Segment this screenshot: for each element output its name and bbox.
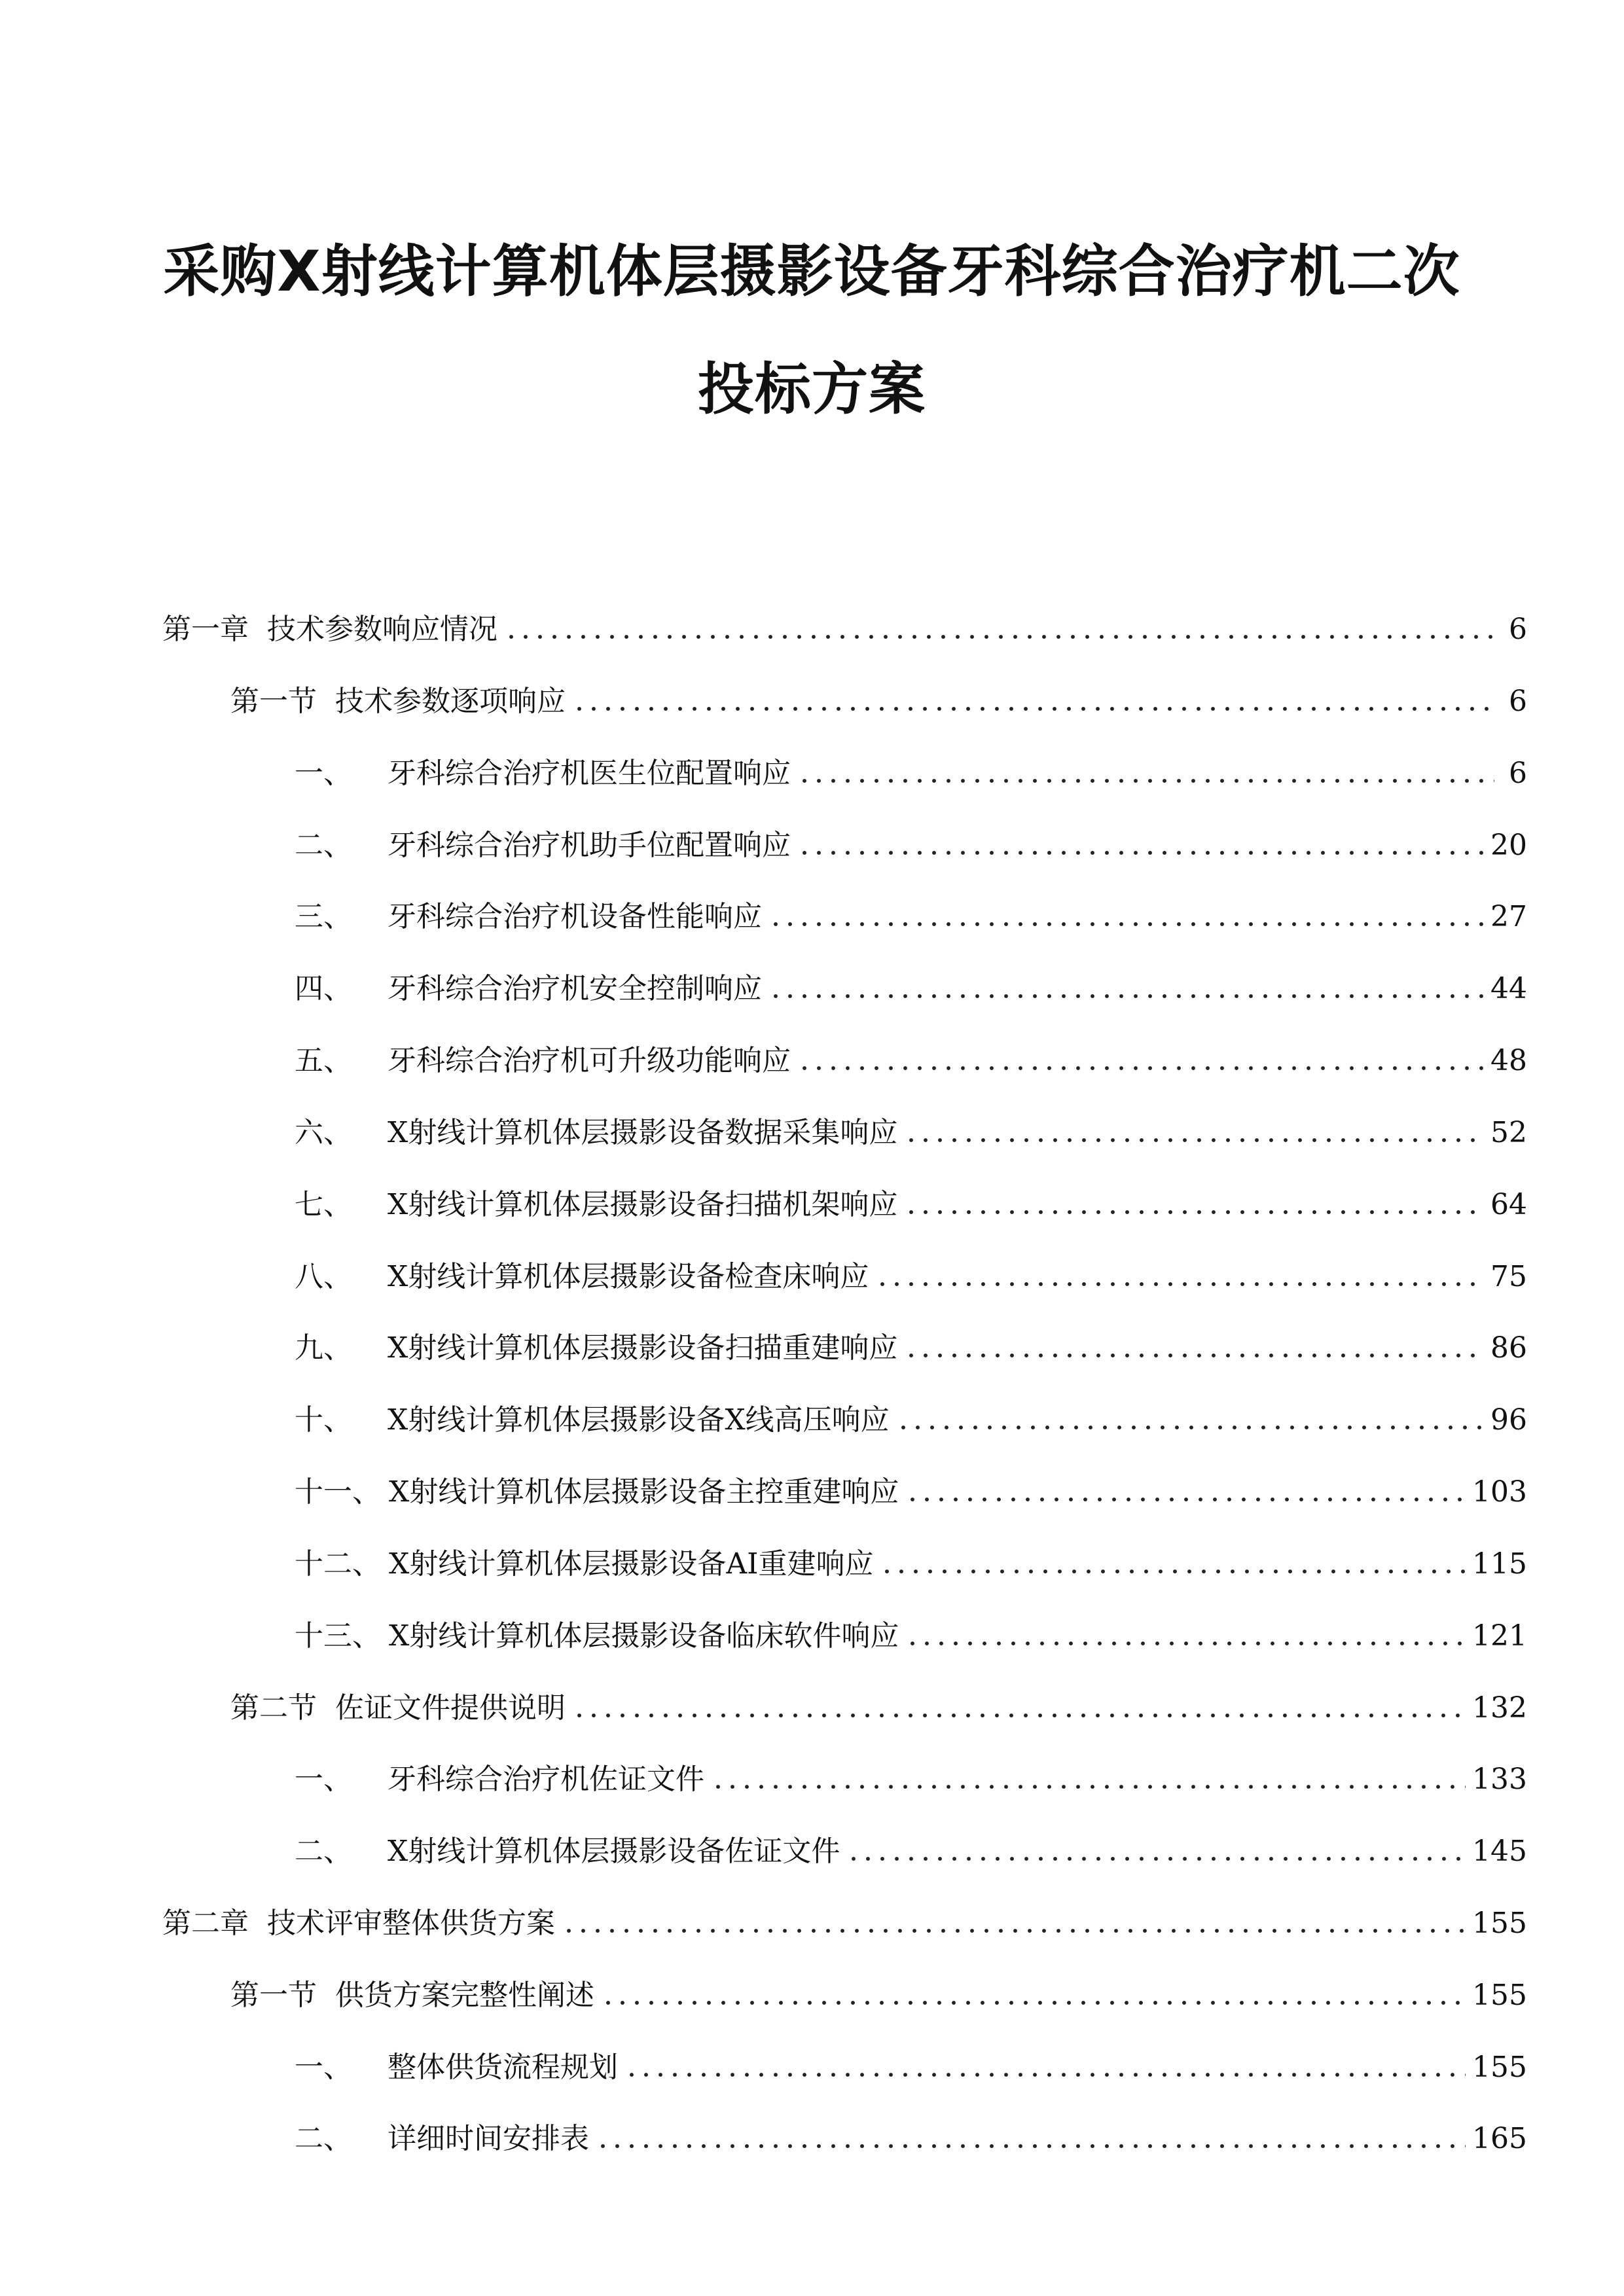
toc-entry-number: 九、 <box>295 1331 352 1365</box>
toc-entry-page: 133 <box>1472 1763 1527 1796</box>
toc-dot-leader <box>880 1568 1466 1575</box>
toc-entry-page: 86 <box>1490 1331 1527 1365</box>
toc-dot-leader <box>572 1712 1466 1719</box>
toc-entry-item[interactable] <box>295 1465 1527 1511</box>
toc-entry-chapter-2[interactable] <box>162 1896 1527 1942</box>
toc-entry-number: 七、 <box>295 1188 352 1221</box>
toc-entry-number: 十一、 <box>295 1475 381 1509</box>
toc-entry-number: 二、 <box>295 2122 352 2155</box>
toc-entry-number: 第一节 <box>230 685 317 718</box>
toc-entry-number: 十、 <box>295 1403 352 1437</box>
toc-entry-page: 52 <box>1490 1116 1527 1149</box>
toc-entry-item[interactable] <box>295 2111 1527 2157</box>
toc-entry-page: 6 <box>1509 613 1527 646</box>
toc-entry-title: 牙科综合治疗机佐证文件 <box>388 1763 704 1796</box>
toc-entry-page: 155 <box>1472 1907 1527 1940</box>
toc-entry-page: 75 <box>1490 1260 1527 1293</box>
toc-entry-page: 27 <box>1490 900 1527 933</box>
toc-entry-title: 供货方案完整性阐述 <box>335 1979 594 2012</box>
toc-entry-number: 一、 <box>295 1763 352 1796</box>
toc-dot-leader <box>896 1424 1484 1431</box>
toc-entry-title: 技术参数响应情况 <box>267 613 497 646</box>
toc-entry-item[interactable] <box>295 1033 1527 1079</box>
toc-entry-page: 145 <box>1472 1835 1527 1868</box>
toc-entry-chapter-1[interactable] <box>162 602 1527 648</box>
toc-entry-item[interactable] <box>295 1537 1527 1583</box>
toc-entry-title: X射线计算机体层摄影设备AI重建响应 <box>389 1547 874 1581</box>
toc-entry-page: 132 <box>1472 1691 1527 1725</box>
toc-entry-item[interactable] <box>295 1177 1527 1223</box>
toc-entry-title: X射线计算机体层摄影设备主控重建响应 <box>389 1475 899 1509</box>
toc-entry-number: 第二章 <box>162 1907 249 1940</box>
toc-dot-leader <box>572 706 1494 712</box>
toc-entry-title: 牙科综合治疗机设备性能响应 <box>388 900 762 933</box>
toc-entry-number: 二、 <box>295 829 352 862</box>
toc-entry-item[interactable] <box>295 1752 1527 1798</box>
toc-entry-title: 牙科综合治疗机医生位配置响应 <box>388 757 791 790</box>
toc-entry-item[interactable] <box>295 889 1527 935</box>
toc-entry-page: 44 <box>1490 972 1527 1005</box>
toc-entry-section-1-1[interactable] <box>230 674 1527 720</box>
toc-entry-page: 64 <box>1490 1188 1527 1221</box>
toc-entry-item[interactable] <box>295 2040 1527 2086</box>
document-title-line-2: 投标方案 <box>698 357 926 422</box>
toc-entry-title: X射线计算机体层摄影设备扫描重建响应 <box>388 1331 898 1365</box>
toc-dot-leader <box>904 1209 1484 1215</box>
toc-entry-page: 121 <box>1472 1619 1527 1653</box>
toc-entry-title: 整体供货流程规划 <box>388 2051 618 2084</box>
toc-dot-leader <box>875 1281 1484 1287</box>
toc-entry-number: 第一章 <box>162 613 249 646</box>
toc-entry-page: 155 <box>1472 2051 1527 2084</box>
toc-entry-title: X射线计算机体层摄影设备X线高压响应 <box>388 1403 890 1437</box>
toc-entry-title: 牙科综合治疗机助手位配置响应 <box>388 829 791 862</box>
toc-entry-item[interactable] <box>295 1249 1527 1295</box>
toc-dot-leader <box>768 993 1484 999</box>
toc-entry-page: 155 <box>1472 1979 1527 2012</box>
toc-entry-number: 一、 <box>295 2051 352 2084</box>
toc-entry-title: 技术评审整体供货方案 <box>267 1907 555 1940</box>
toc-dot-leader <box>904 1137 1484 1143</box>
toc-entry-item[interactable] <box>295 1321 1527 1367</box>
toc-entry-item[interactable] <box>295 1609 1527 1655</box>
toc-entry-page: 96 <box>1490 1403 1527 1437</box>
document-title-line-1: 采购X射线计算机体层摄影设备牙科综合治疗机二次 <box>163 239 1460 304</box>
toc-dot-leader <box>596 2143 1466 2149</box>
toc-entry-number: 八、 <box>295 1260 352 1293</box>
toc-entry-item[interactable] <box>295 1393 1527 1439</box>
toc-entry-page: 115 <box>1472 1547 1527 1581</box>
toc-entry-title: 牙科综合治疗机安全控制响应 <box>388 972 762 1005</box>
toc-entry-title: X射线计算机体层摄影设备佐证文件 <box>388 1835 840 1868</box>
toc-entry-number: 第一节 <box>230 1979 317 2012</box>
toc-entry-number: 五、 <box>295 1044 352 1077</box>
toc-dot-leader <box>504 634 1494 640</box>
toc-entry-page: 103 <box>1472 1475 1527 1509</box>
toc-entry-title: X射线计算机体层摄影设备数据采集响应 <box>388 1116 898 1149</box>
toc-entry-item[interactable] <box>295 1105 1527 1151</box>
toc-entry-title: X射线计算机体层摄影设备临床软件响应 <box>389 1619 899 1653</box>
toc-entry-title: 详细时间安排表 <box>388 2122 589 2155</box>
toc-entry-item[interactable] <box>295 961 1527 1007</box>
toc-dot-leader <box>797 778 1494 784</box>
toc-entry-page: 6 <box>1509 685 1527 718</box>
toc-dot-leader <box>768 921 1484 927</box>
toc-entry-number: 十二、 <box>295 1547 381 1581</box>
toc-entry-title: 佐证文件提供说明 <box>335 1691 566 1725</box>
toc-entry-page: 6 <box>1509 757 1527 790</box>
toc-dot-leader <box>797 1065 1484 1071</box>
toc-entry-item[interactable] <box>295 746 1527 792</box>
toc-dot-leader <box>711 1784 1466 1790</box>
toc-entry-title: X射线计算机体层摄影设备检查床响应 <box>388 1260 869 1293</box>
toc-entry-number: 十三、 <box>295 1619 381 1653</box>
toc-entry-title: 牙科综合治疗机可升级功能响应 <box>388 1044 791 1077</box>
toc-entry-number: 一、 <box>295 757 352 790</box>
toc-dot-leader <box>904 1352 1484 1359</box>
toc-entry-title: 技术参数逐项响应 <box>335 685 566 718</box>
toc-entry-section-2-1[interactable] <box>230 1968 1527 2014</box>
toc-entry-page: 48 <box>1490 1044 1527 1077</box>
toc-dot-leader <box>601 2000 1466 2006</box>
toc-dot-leader <box>624 2072 1466 2078</box>
toc-entry-number: 二、 <box>295 1835 352 1868</box>
toc-dot-leader <box>797 850 1484 856</box>
toc-dot-leader <box>905 1496 1466 1503</box>
toc-entry-title: X射线计算机体层摄影设备扫描机架响应 <box>388 1188 898 1221</box>
toc-entry-number: 第二节 <box>230 1691 317 1725</box>
toc-entry-section-1-2[interactable] <box>230 1681 1527 1727</box>
toc-entry-page: 20 <box>1490 829 1527 862</box>
toc-entry-item[interactable] <box>295 1824 1527 1870</box>
toc-entry-number: 六、 <box>295 1116 352 1149</box>
toc-dot-leader <box>905 1640 1466 1647</box>
toc-entry-number: 三、 <box>295 900 352 933</box>
toc-dot-leader <box>562 1928 1466 1934</box>
toc-entry-item[interactable] <box>295 818 1527 864</box>
toc-entry-number: 四、 <box>295 972 352 1005</box>
toc-entry-page: 165 <box>1472 2122 1527 2155</box>
toc-dot-leader <box>846 1856 1466 1862</box>
